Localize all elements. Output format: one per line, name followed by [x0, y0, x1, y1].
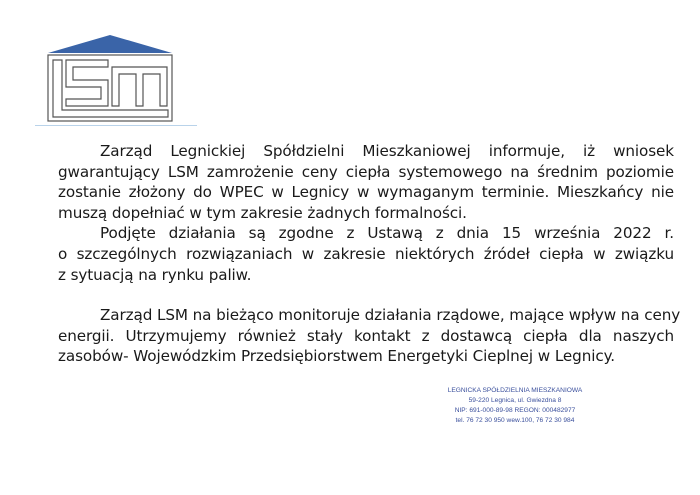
company-stamp	[440, 386, 590, 426]
text-line: gwarantujący LSM zamrożenie ceny ciepła systemowego na średnim poziomie	[58, 162, 674, 181]
letter-body	[58, 141, 681, 367]
paragraph-3	[58, 305, 681, 367]
text-line: Zarząd LSM na bieżąco monitoruje działania rządowe, mające wpływ na ceny	[100, 306, 681, 325]
lsm-logo	[40, 30, 200, 130]
lsm-logo-icon	[40, 30, 200, 130]
text-line: Podjęte działania są zgodne z Ustawą z dnia 15 września 2022 r.	[100, 224, 674, 243]
stamp-address: 59-220 Legnica, ul. Gwiezdna 8	[468, 397, 562, 404]
text-line: z sytuacją na rynku paliw.	[58, 265, 252, 284]
logo-divider	[35, 125, 197, 126]
stamp-ids: NIP: 691-000-89-98 REGON: 000482977	[454, 407, 576, 414]
text-line: muszą dopełniać w tym zakresie żadnych formalności.	[58, 203, 467, 222]
stamp-name: LEGNICKA SPÓŁDZIELNIA MIESZKANIOWA	[447, 387, 583, 394]
text-line: zostanie złożony do WPEC w Legnicy w wymaganym terminie. Mieszkańcy nie	[58, 183, 674, 202]
text-line: Zarząd Legnickiej Spółdzielni Mieszkaniowej informuje, iż wniosek	[100, 142, 674, 160]
text-line: zasobów- Wojewódzkim Przedsiębiorstwem Energetyki Cieplnej w Legnicy.	[58, 347, 616, 366]
text-line: o szczególnych rozwiązaniach w zakresie niektórych źródeł ciepła w związku	[58, 244, 674, 263]
text-line: energii. Utrzymujemy również stały kontakt z dostawcą ciepła dla naszych	[58, 326, 674, 345]
stamp-phone: tel. 76 72 30 950 wew.100, 76 72 30 984	[455, 417, 575, 424]
paragraph-1	[58, 141, 674, 223]
paragraph-2	[58, 223, 674, 285]
